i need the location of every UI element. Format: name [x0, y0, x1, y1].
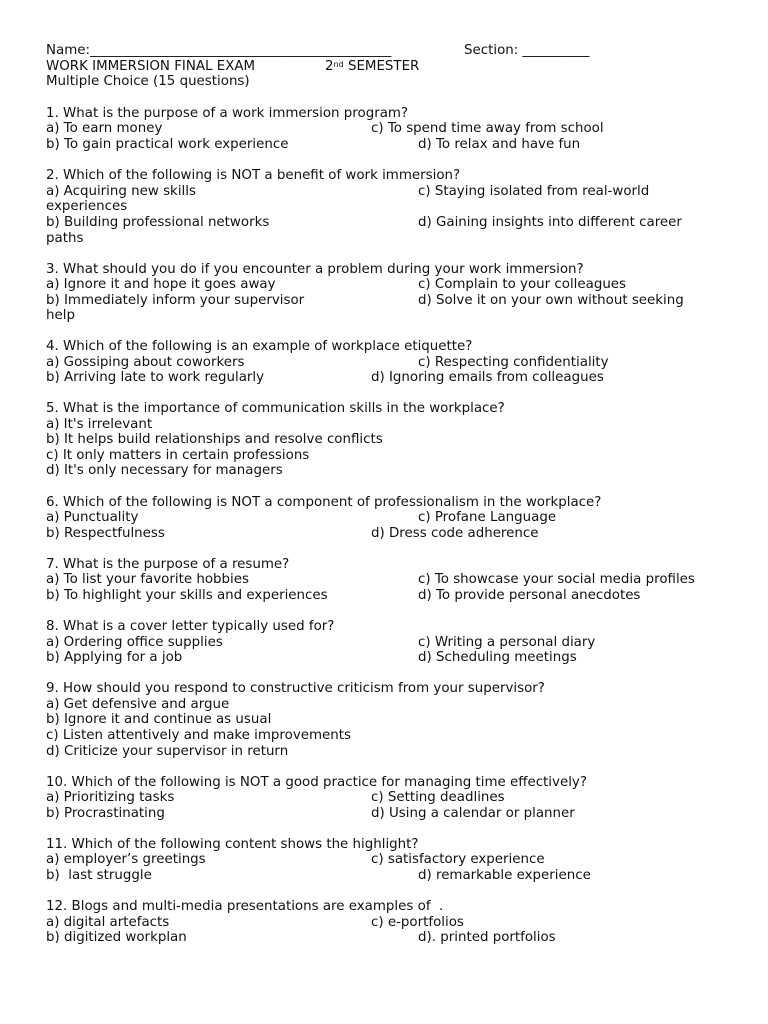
name-line	[46, 43, 391, 59]
q8-option-b: b) Applying for a job	[46, 650, 183, 665]
q8-option-d: d) Scheduling meetings	[418, 650, 577, 665]
q9-option-a: a) Get defensive and argue	[46, 697, 230, 712]
semester-suffix: nd	[333, 60, 344, 69]
q10-option-c: c) Setting deadlines	[371, 790, 505, 805]
q4-option-a: a) Gossiping about coworkers	[46, 355, 245, 370]
q12-option-d: d). printed portfolios	[418, 930, 556, 945]
section-label: Section:	[464, 43, 519, 58]
q7-option-a: a) To list your favorite hobbies	[46, 572, 249, 587]
section-blank: __________	[522, 43, 590, 58]
question-1: 1. What is the purpose of a work immersion program?	[46, 106, 409, 121]
section-line	[464, 43, 589, 59]
question-4: 4. Which of the following is an example of workplace etiquette?	[46, 339, 473, 354]
q8-option-a: a) Ordering office supplies	[46, 635, 223, 650]
question-6: 6. Which of the following is NOT a component of professionalism in the workplace?	[46, 495, 602, 510]
q5-option-c: c) It only matters in certain professions	[46, 448, 310, 463]
q10-option-b: b) Procrastinating	[46, 806, 165, 821]
q1-option-c: c) To spend time away from school	[371, 121, 604, 136]
q11-option-c: c) satisfactory experience	[371, 852, 545, 867]
q12-option-b: b) digitized workplan	[46, 930, 187, 945]
q2-option-a: a) Acquiring new skills	[46, 184, 196, 199]
q4-option-b: b) Arriving late to work regularly	[46, 370, 265, 385]
name-blank: _____________________________________________	[90, 43, 392, 58]
q7-option-d: d) To provide personal anecdotes	[418, 588, 641, 603]
semester-number: 2	[325, 59, 334, 74]
q11-option-d: d) remarkable experience	[418, 868, 591, 883]
question-2: 2. Which of the following is NOT a benefit of work immersion?	[46, 168, 461, 183]
q5-option-d: d) It's only necessary for managers	[46, 463, 283, 478]
q9-option-d: d) Criticize your supervisor in return	[46, 744, 289, 759]
exam-subtitle: Multiple Choice (15 questions)	[46, 74, 250, 89]
q5-option-a: a) It's irrelevant	[46, 417, 153, 432]
q12-option-a: a) digital artefacts	[46, 915, 170, 930]
question-3: 3. What should you do if you encounter a problem during your work immersion?	[46, 262, 584, 277]
q4-option-d: d) Ignoring emails from colleagues	[371, 370, 604, 385]
q6-option-b: b) Respectfulness	[46, 526, 165, 541]
name-label: Name:	[46, 43, 91, 58]
q4-option-c: c) Respecting confidentiality	[418, 355, 609, 370]
q2-option-c-wrap: experiences	[46, 199, 128, 214]
q7-option-b: b) To highlight your skills and experiences	[46, 588, 328, 603]
q3-option-b: b) Immediately inform your supervisor	[46, 293, 305, 308]
question-12: 12. Blogs and multi-media presentations are examples of .	[46, 899, 444, 914]
q7-option-c: c) To showcase your social media profiles	[418, 572, 695, 587]
question-8: 8. What is a cover letter typically used for?	[46, 619, 335, 634]
question-11: 11. Which of the following content shows the highlight?	[46, 837, 419, 852]
exam-title: WORK IMMERSION FINAL EXAM	[46, 59, 256, 74]
q12-option-c: c) e-portfolios	[371, 915, 464, 930]
q10-option-d: d) Using a calendar or planner	[371, 806, 575, 821]
q3-option-c: c) Complain to your colleagues	[418, 277, 627, 292]
semester-word: SEMESTER	[343, 59, 420, 74]
q1-option-b: b) To gain practical work experience	[46, 137, 289, 152]
q2-option-c: c) Staying isolated from real-world	[418, 184, 650, 199]
q2-option-b: b) Building professional networks	[46, 215, 270, 230]
q3-option-a: a) Ignore it and hope it goes away	[46, 277, 276, 292]
q6-option-c: c) Profane Language	[418, 510, 557, 525]
q5-option-b: b) It helps build relationships and resolve conflicts	[46, 432, 383, 447]
q6-option-a: a) Punctuality	[46, 510, 139, 525]
q1-option-d: d) To relax and have fun	[418, 137, 581, 152]
q1-option-a: a) To earn money	[46, 121, 163, 136]
question-7: 7. What is the purpose of a resume?	[46, 557, 290, 572]
q2-option-d: d) Gaining insights into different career	[418, 215, 682, 230]
q9-option-c: c) Listen attentively and make improvements	[46, 728, 351, 743]
q6-option-d: d) Dress code adherence	[371, 526, 539, 541]
q10-option-a: a) Prioritizing tasks	[46, 790, 175, 805]
q2-option-d-wrap: paths	[46, 231, 84, 246]
question-5: 5. What is the importance of communication skills in the workplace?	[46, 401, 505, 416]
q8-option-c: c) Writing a personal diary	[418, 635, 596, 650]
q11-option-b: b) last struggle	[46, 868, 152, 883]
q3-option-d: d) Solve it on your own without seeking	[418, 293, 684, 308]
question-10: 10. Which of the following is NOT a good practice for managing time effectively?	[46, 775, 587, 790]
semester-label	[325, 59, 419, 75]
q9-option-b: b) Ignore it and continue as usual	[46, 712, 272, 727]
question-9: 9. How should you respond to constructive criticism from your supervisor?	[46, 681, 545, 696]
q3-option-d-wrap: help	[46, 308, 75, 323]
q11-option-a: a) employer’s greetings	[46, 852, 206, 867]
